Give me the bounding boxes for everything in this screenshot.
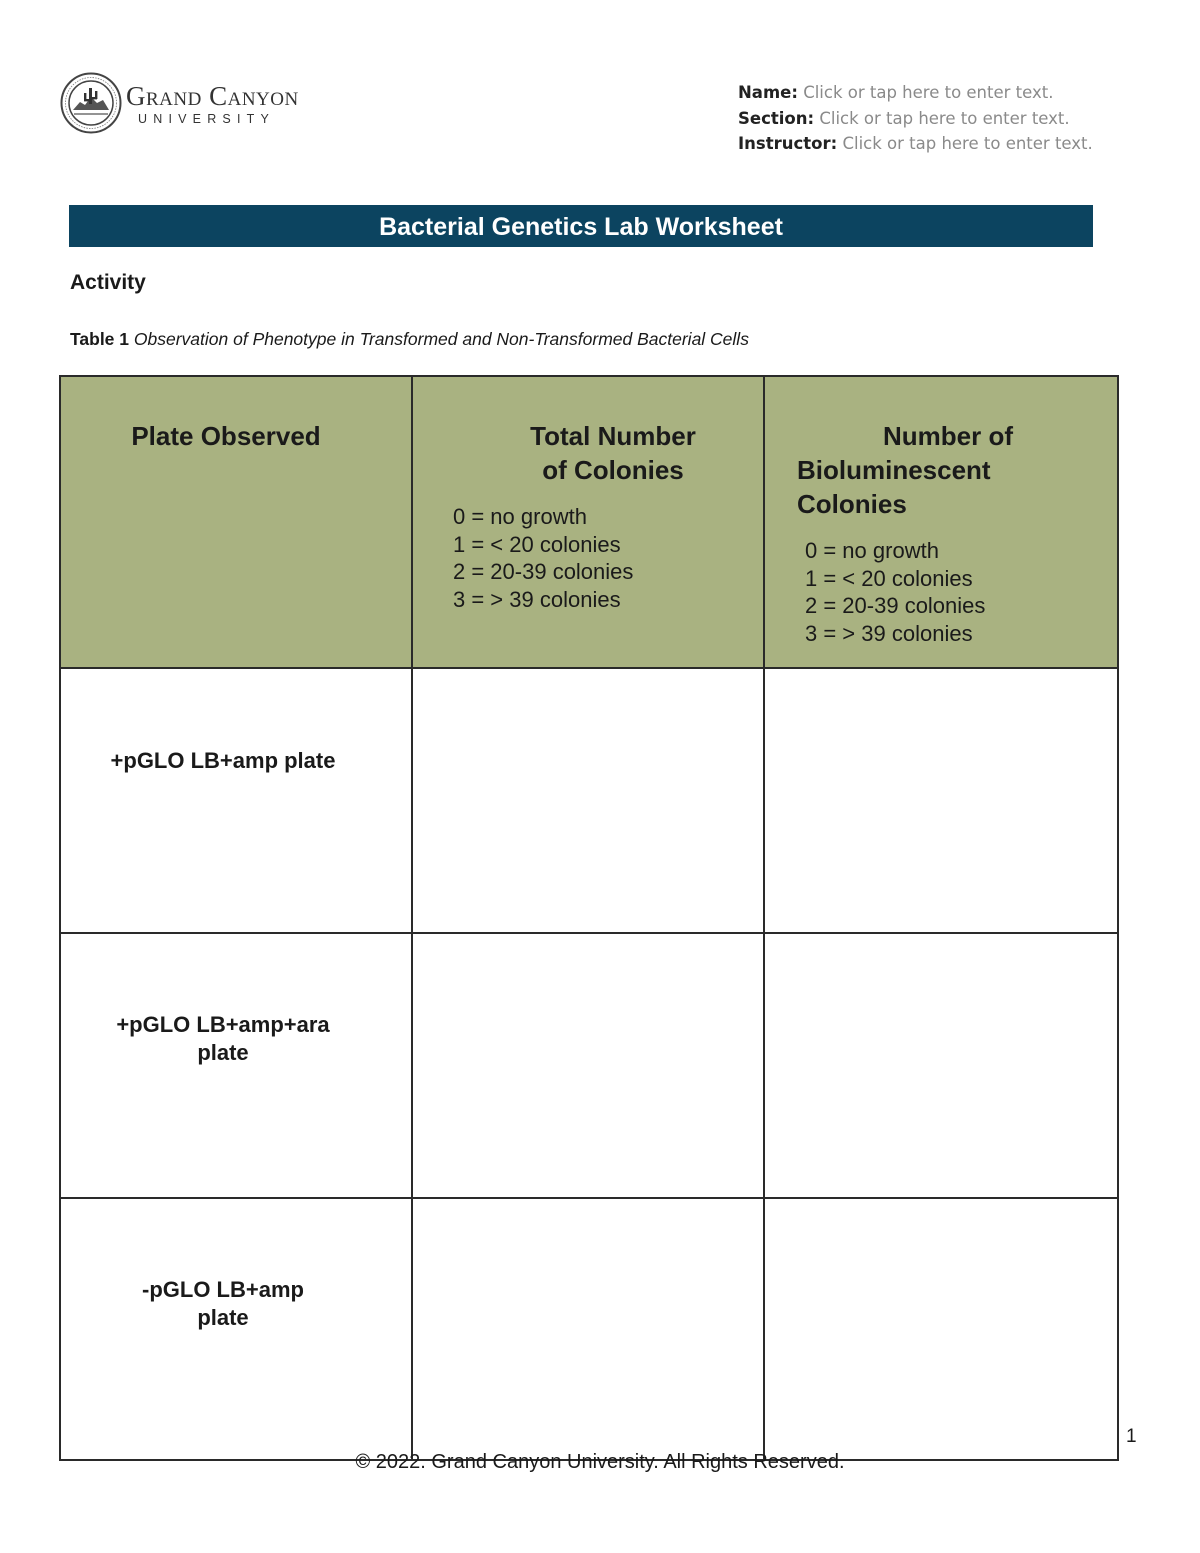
- header-total-colonies-line2: of Colonies: [542, 455, 684, 485]
- section-row: [738, 106, 1093, 132]
- plate-label-cell: [60, 933, 412, 1198]
- total-colonies-entry[interactable]: [412, 668, 764, 933]
- bioluminescent-colonies-entry[interactable]: [764, 668, 1118, 933]
- scale-item: 0 = no growth: [805, 538, 939, 563]
- table-row: [60, 668, 1118, 933]
- header-bioluminescent-title: [765, 377, 1117, 521]
- header-plate-observed-label: Plate Observed: [131, 421, 321, 451]
- total-colonies-scale: [413, 503, 763, 613]
- bioluminescent-colonies-scale: [765, 537, 1117, 647]
- plate-label-line2: plate: [197, 1040, 249, 1065]
- plate-label-cell: [60, 668, 412, 933]
- student-info-block: [738, 80, 1093, 157]
- section-label: Section:: [738, 108, 815, 128]
- worksheet-title: Bacterial Genetics Lab Worksheet: [379, 212, 783, 241]
- observation-table: [59, 375, 1119, 1461]
- page-number: 1: [1126, 1426, 1137, 1447]
- header-bioluminescent-line2: Bioluminescent: [797, 455, 991, 485]
- header-bioluminescent-colonies: [764, 376, 1118, 668]
- header-total-colonies-line1: Total Number: [530, 421, 696, 451]
- scale-item: 2 = 20-39 colonies: [453, 559, 634, 584]
- copyright-footer: © 2022. Grand Canyon University. All Rights Reserved.: [355, 1451, 845, 1473]
- worksheet-title-banner: [69, 205, 1093, 247]
- total-colonies-entry[interactable]: [412, 1198, 764, 1460]
- scale-item: 1 = < 20 colonies: [453, 531, 621, 557]
- bioluminescent-colonies-entry[interactable]: [764, 933, 1118, 1198]
- bioluminescent-colonies-entry[interactable]: [764, 1198, 1118, 1460]
- scale-item: 3 = > 39 colonies: [453, 586, 621, 612]
- header-total-colonies-title: [413, 377, 763, 487]
- header-bioluminescent-line3: Colonies: [797, 489, 907, 519]
- instructor-row: [738, 131, 1093, 157]
- table-row: [60, 933, 1118, 1198]
- scale-item: 3 = > 39 colonies: [805, 620, 973, 646]
- logo-subtitle: UNIVERSITY: [138, 111, 276, 126]
- header-plate-observed: [60, 376, 412, 668]
- plate-label-line2: plate: [197, 1305, 249, 1330]
- university-seal-icon: [60, 72, 122, 134]
- table-header-row: [60, 376, 1118, 668]
- plate-label-line1: +pGLO LB+amp plate: [110, 748, 336, 773]
- plate-label-cell: [60, 1198, 412, 1460]
- instructor-field[interactable]: Click or tap here to enter text.: [842, 134, 1093, 153]
- table-caption-label: Table 1: [70, 329, 130, 349]
- plate-label-line1: -pGLO LB+amp: [142, 1277, 304, 1302]
- header-bioluminescent-line1: Number of: [883, 421, 1013, 451]
- logo-name: Grand Canyon: [126, 80, 299, 111]
- table-row: [60, 1198, 1118, 1460]
- table-caption: [70, 329, 749, 350]
- name-row: [738, 80, 1093, 106]
- scale-item: 0 = no growth: [453, 504, 587, 529]
- header-total-colonies: [412, 376, 764, 668]
- university-logo: [60, 72, 299, 134]
- table-caption-text: Observation of Phenotype in Transformed and Non-Transformed Bacterial Cells: [133, 329, 749, 349]
- scale-item: 2 = 20-39 colonies: [805, 593, 986, 618]
- scale-item: 1 = < 20 colonies: [805, 565, 973, 591]
- name-field[interactable]: Click or tap here to enter text.: [803, 83, 1054, 102]
- total-colonies-entry[interactable]: [412, 933, 764, 1198]
- name-label: Name:: [738, 83, 798, 102]
- instructor-label: Instructor:: [738, 134, 838, 153]
- section-heading: Activity: [70, 271, 146, 294]
- plate-label-line1: +pGLO LB+amp+ara: [116, 1012, 330, 1037]
- section-field[interactable]: Click or tap here to enter text.: [819, 108, 1070, 128]
